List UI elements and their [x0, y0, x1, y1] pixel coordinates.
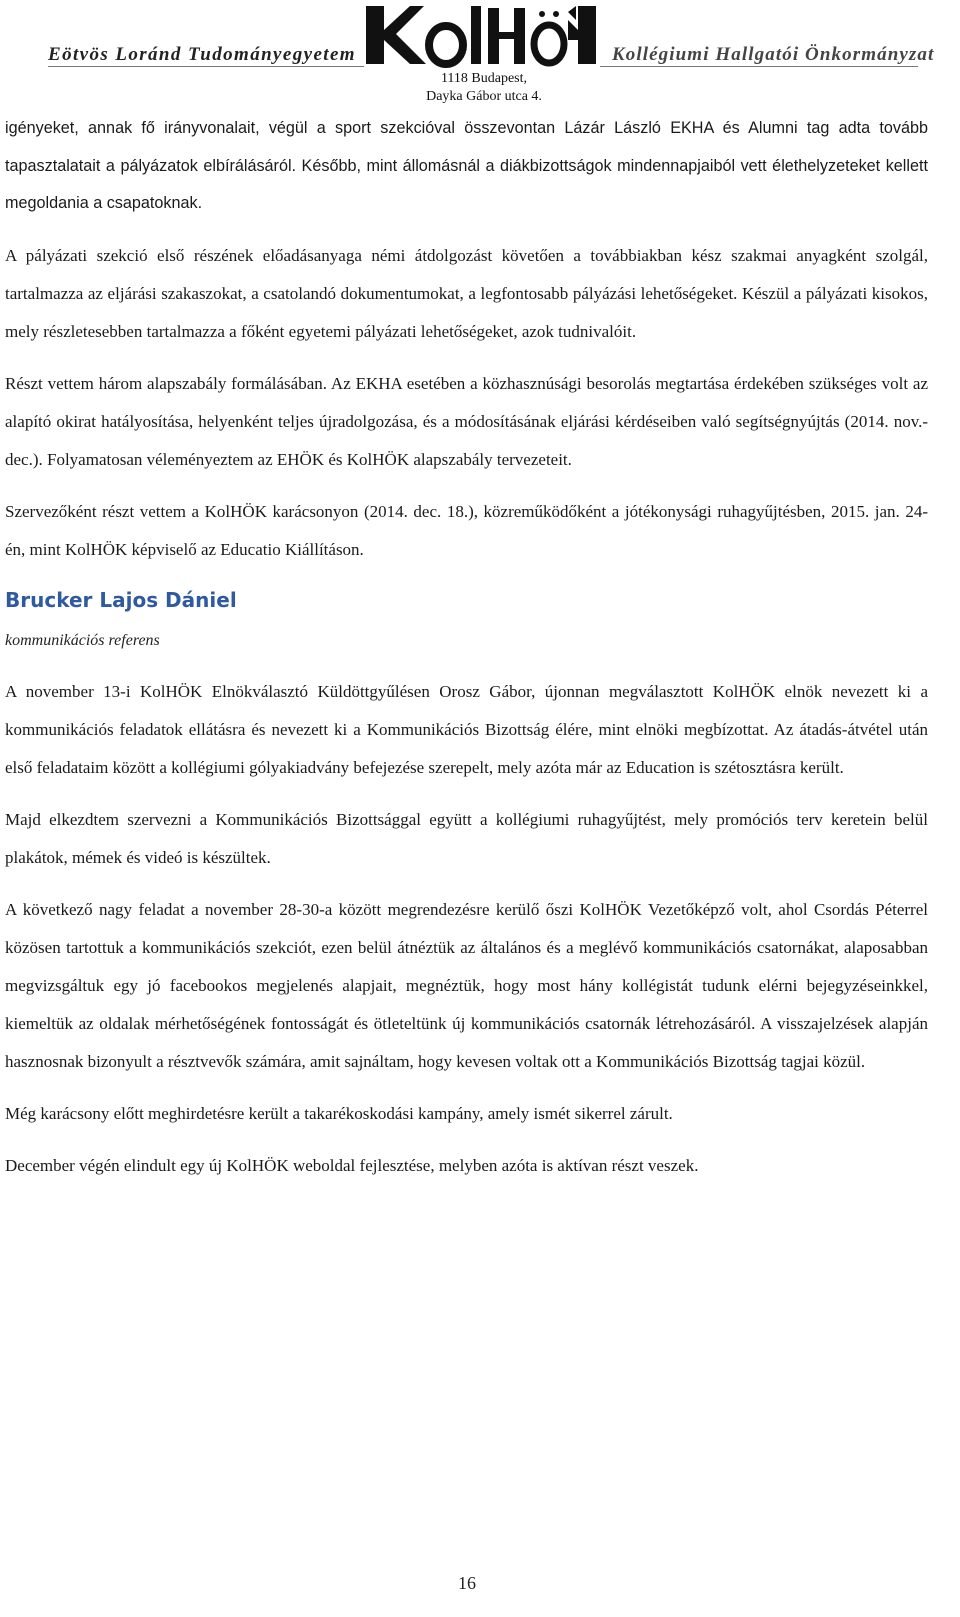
paragraph-leadership-training: A következő nagy feladat a november 28-30-a között megrendezésre kerülő őszi KolHÖK Vezetőképző volt, ahol Csordás Péterrel közösen tartottuk a kommunikációs szekciót, ezen belül átnéztük az általános és a meglévő kommunikációs csatornákat, alaposabban megvizsgáltuk egy jó facebookos megjelenés alapjait, megnéztük, hogy most hány kollégistát tudunk elérni bejegyzéseinkkel, kiemeltük az oldalak mérhetőségének fontosságát és ötleteltünk új kommunikációs csatornák létrehozásáról. A visszajelzések alapján hasznosnak bizonyult a résztvevők számára, amit sajnáltam, hogy kevesen voltak ott a Kommunikációs Bizottság tagjai közül.	[5, 899, 928, 1071]
paragraph-continuation: igényeket, annak fő irányvonalait, végül a sport szekcióval összevontan Lázár László EKHA és Alumni tag adta tovább tapasztalatait a pályázatok elbírálásáról. Később, mint állomásnál a diákbizottságok mindennapjaiból vett élethelyzeteket kellett megoldania a csapatoknak.	[5, 119, 928, 212]
header-rule-right	[600, 66, 918, 67]
section-heading-name: Brucker Lajos Dániel	[5, 587, 237, 612]
document-body	[5, 110, 928, 1185]
paragraph-clothing-drive: Majd elkezdtem szervezni a Kommunikációs Bizottsággal együtt a kollégiumi ruhagyűjtést, mely promóciós terv keretein belül plakátok, mémek és videó is készültek.	[5, 809, 928, 867]
logo-address-line-1: 1118 Budapest,	[440, 71, 528, 86]
paragraph-tender-section: A pályázati szekció első részének előadásanyaga némi átdolgozást követően a továbbiakban kész szakmai anyagként szolgál, tartalmazza az eljárási szakaszokat, a csatolandó dokumentumokat, a legfontosabb pályázási lehetőségeket. Készül a pályázati kisokos, mely részletesebben tartalmazza a főként egyetemi pályázati lehetőségeket, azok tudnivalóit.	[5, 245, 928, 341]
page-header	[0, 0, 960, 110]
header-university-name: Eötvös Loránd Tudományegyetem	[48, 44, 356, 65]
header-organization-name: Kollégiumi Hallgatói Önkormányzat	[612, 44, 935, 65]
section-subheading-role: kommunikációs referens	[5, 631, 160, 649]
header-rule-left	[48, 66, 364, 67]
paragraph-appointment: A november 13-i KolHÖK Elnökválasztó Küldöttgyűlésen Orosz Gábor, újonnan megválasztott KolHÖK elnök nevezett ki a kommunikációs feladatok ellátásra és nevezett ki a Kommunikációs Bizottság élére, mint elnöki megbízottat. Az átadás-átvétel után első feladataim között a kollégiumi gólyakiadvány befejezése szerepelt, mely azóta már az Education is szétosztásra került.	[5, 681, 928, 777]
paragraph-website: December végén elindult egy új KolHÖK weboldal fejlesztése, melyben azóta is aktívan részt veszek.	[5, 1155, 699, 1175]
paragraph-statutes: Részt vettem három alapszabály formálásában. Az EKHA esetében a közhasznúsági besorolás megtartása érdekében szükséges volt az alapító okirat hatályosítása, helyenként teljes újradolgozása, és a módosításának eljárási kérdéseiben való segítségnyújtás (2014. nov.-dec.). Folyamatosan véleményeztem az EHÖK és KolHÖK alapszabály tervezeteit.	[5, 373, 928, 469]
paragraph-events: Szervezőként részt vettem a KolHÖK karácsonyon (2014. dec. 18.), közreműködőként a jótékonysági ruhagyűjtésben, 2015. jan. 24-én, mint KolHÖK képviselő az Educatio Kiállításon.	[5, 501, 928, 559]
logo-address-line-2: Dayka Gábor utca 4.	[426, 89, 542, 104]
page-number: 16	[458, 1573, 476, 1593]
kolhok-logo	[362, 0, 600, 110]
paragraph-savings-campaign: Még karácsony előtt meghirdetésre került a takarékoskodási kampány, amely ismét sikerrel zárult.	[5, 1103, 673, 1123]
